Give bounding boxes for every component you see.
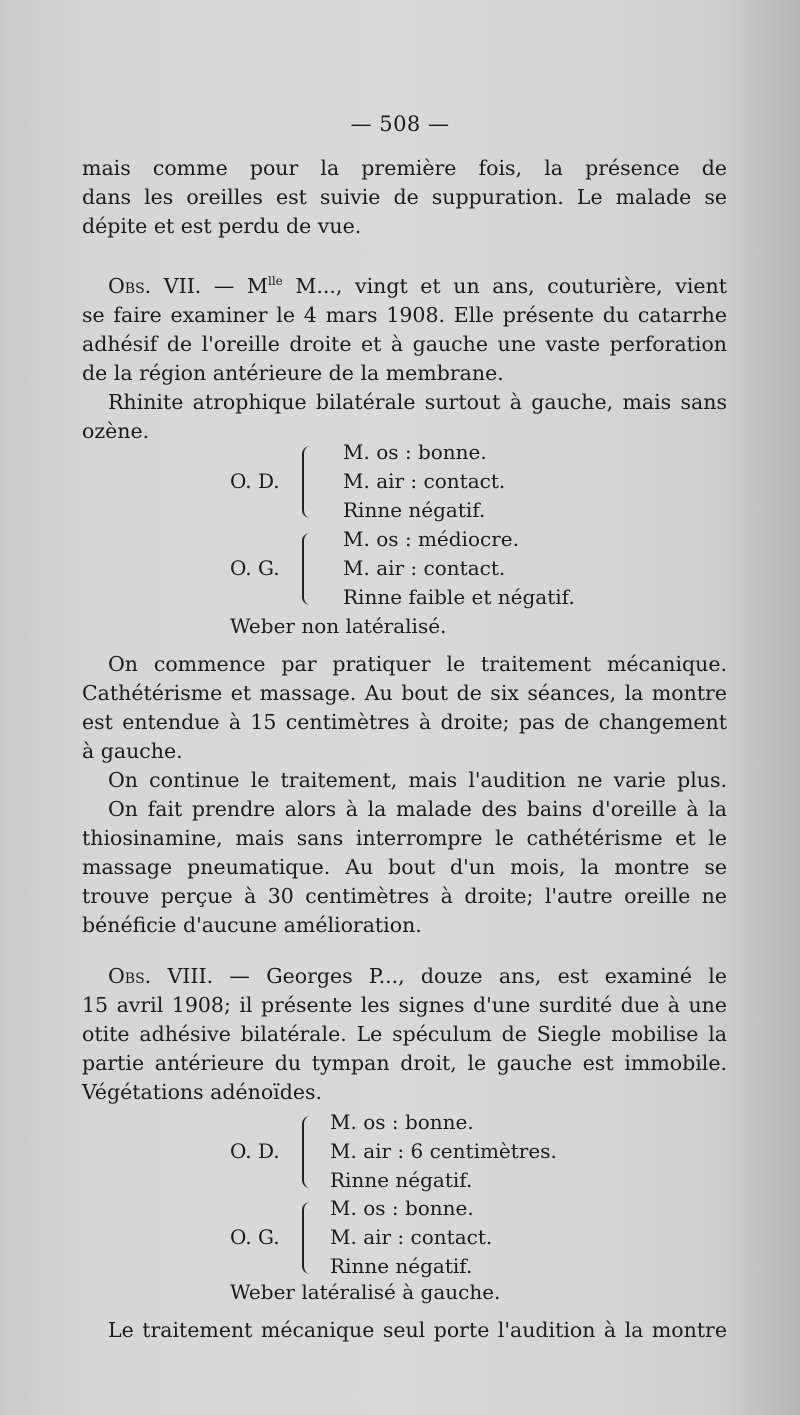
brace xyxy=(302,1116,314,1188)
text-line: On commence par pratiquer le traitement mécanique. xyxy=(108,652,727,676)
measurement-item: M. air : contact. xyxy=(343,469,506,493)
text-line: 15 avril 1908; il présente les signes d'une surdité due à une xyxy=(82,993,727,1017)
text-line: massage pneumatique. Au bout d'un mois, la montre se xyxy=(82,855,727,879)
text-line: de la région antérieure de la membrane. xyxy=(82,361,504,385)
text-line: Végétations adénoïdes. xyxy=(82,1080,323,1104)
observation-7 xyxy=(82,272,727,446)
closing-paragraph xyxy=(82,1316,727,1345)
text-line: dans les oreilles est suivie de suppuration. Le malade se xyxy=(82,185,727,209)
ear-label: O. G. xyxy=(230,556,280,580)
text-line: Cathétérisme et massage. Au bout de six séances, la montre xyxy=(82,681,727,705)
text-line: thiosinamine, mais sans interrompre le cathétérisme et le xyxy=(82,826,727,850)
measurement-list xyxy=(330,1108,557,1195)
weber-line: Weber latéralisé à gauche. xyxy=(230,1280,501,1304)
text-line: mais comme pour la première fois, la présence de xyxy=(82,156,727,180)
text-line: otite adhésive bilatérale. Le spéculum de Siegle mobilise la xyxy=(82,1022,727,1046)
paragraph-continuation xyxy=(82,154,727,241)
ear-label: O. D. xyxy=(230,469,280,493)
page-number: — 508 — xyxy=(350,112,450,136)
text-line: à gauche. xyxy=(82,739,183,763)
text-line: trouve perçue à 30 centimètres à droite; l'autre oreille ne xyxy=(82,884,727,908)
measurement-item: M. os : médiocre. xyxy=(343,527,519,551)
text-line: dépite et est perdu de vue. xyxy=(82,214,362,238)
brace xyxy=(302,1202,314,1274)
brace xyxy=(302,533,314,605)
weber-line: Weber non latéralisé. xyxy=(230,614,447,638)
observation-label: Obs. VII. xyxy=(108,274,202,298)
brace xyxy=(302,446,314,518)
text-line: adhésif de l'oreille droite et à gauche une vaste perforation xyxy=(82,332,727,356)
text-fragment: M..., vingt et un ans, couturière, vient xyxy=(282,274,727,298)
text-line: se faire examiner le 4 mars 1908. Elle présente du catarrhe xyxy=(82,303,727,327)
observation-heading-line xyxy=(82,272,727,301)
measurement-list xyxy=(343,525,575,612)
measurement-item: M. os : bonne. xyxy=(330,1110,474,1134)
text-line: Le traitement mécanique seul porte l'audition à la montre xyxy=(108,1318,727,1342)
measurement-item: Rinne négatif. xyxy=(330,1254,473,1278)
observation-label: Obs. VIII. xyxy=(108,964,214,988)
text-fragment: — M xyxy=(201,274,268,298)
text-line: bénéficie d'aucune amélioration. xyxy=(82,913,422,937)
measurement-item: M. air : contact. xyxy=(330,1225,493,1249)
measurement-item: M. air : contact. xyxy=(343,556,506,580)
text-line: On continue le traitement, mais l'audition ne varie plus. xyxy=(108,768,727,792)
measurement-item: M. os : bonne. xyxy=(330,1196,474,1220)
text-line: On fait prendre alors à la malade des bains d'oreille à la xyxy=(108,797,727,821)
observation-heading-line xyxy=(82,962,727,991)
ear-label: O. G. xyxy=(230,1225,280,1249)
measurement-list xyxy=(343,438,505,525)
measurement-item: Rinne négatif. xyxy=(343,498,486,522)
text-fragment: — Georges P..., douze ans, est examiné le xyxy=(213,964,727,988)
ear-label: O. D. xyxy=(230,1139,280,1163)
measurement-item: Rinne faible et négatif. xyxy=(343,585,575,609)
treatment-paragraph xyxy=(82,650,727,940)
measurement-item: Rinne négatif. xyxy=(330,1168,473,1192)
text-line: ozène. xyxy=(82,419,150,443)
text-line: partie antérieure du tympan droit, le gauche est immobile. xyxy=(82,1051,727,1075)
text-line: est entendue à 15 centimètres à droite; pas de changement xyxy=(82,710,727,734)
text-line: Rhinite atrophique bilatérale surtout à gauche, mais sans xyxy=(108,390,727,414)
measurement-item: M. os : bonne. xyxy=(343,440,487,464)
measurement-item: M. air : 6 centimètres. xyxy=(330,1139,557,1163)
measurement-list xyxy=(330,1194,492,1281)
observation-8 xyxy=(82,962,727,1107)
superscript: lle xyxy=(267,274,283,288)
